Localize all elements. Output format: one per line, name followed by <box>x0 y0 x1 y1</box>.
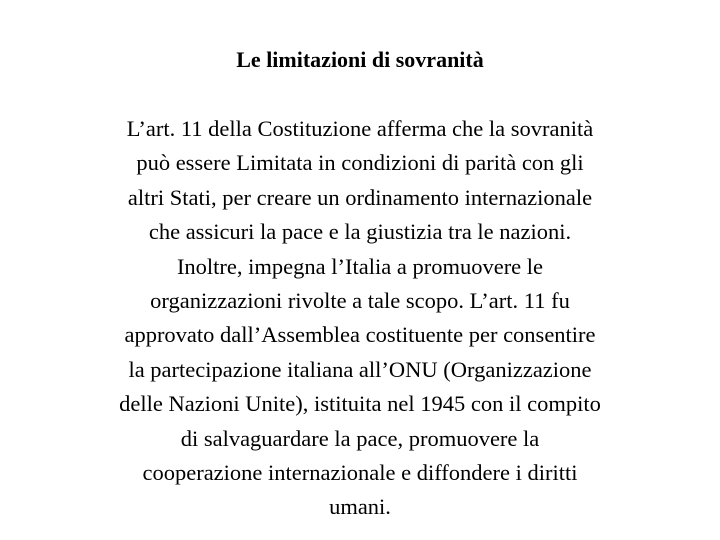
body-line: che assicuri la pace e la giustizia tra le nazioni. <box>148 219 572 245</box>
body-line: delle Nazioni Unite), istituita nel 1945 con il compito <box>119 391 601 417</box>
body-line: la partecipazione italiana all’ONU (Organizzazione <box>128 356 592 382</box>
body-line: L’art. 11 della Costituzione afferma che la sovranità <box>126 116 594 141</box>
body-line: di salvaguardare la pace, promuovere la <box>180 425 540 451</box>
body-line: cooperazione internazionale e diffondere i diritti <box>142 460 578 486</box>
body-line: Inoltre, impegna l’Italia a promuovere le <box>176 253 544 279</box>
body-line: può essere Limitata in condizioni di parità con gli <box>136 150 584 176</box>
body-paragraph <box>50 112 670 525</box>
body-line: altri Stati, per creare un ordinamento internazionale <box>127 184 593 210</box>
body-line: organizzazioni rivolte a tale scopo. L’art. 11 fu <box>150 288 570 314</box>
slide-title: Le limitazioni di sovranità <box>236 47 484 72</box>
body-line: umani. <box>329 494 391 520</box>
body-line: approvato dall’Assemblea costituente per consentire <box>124 322 596 348</box>
